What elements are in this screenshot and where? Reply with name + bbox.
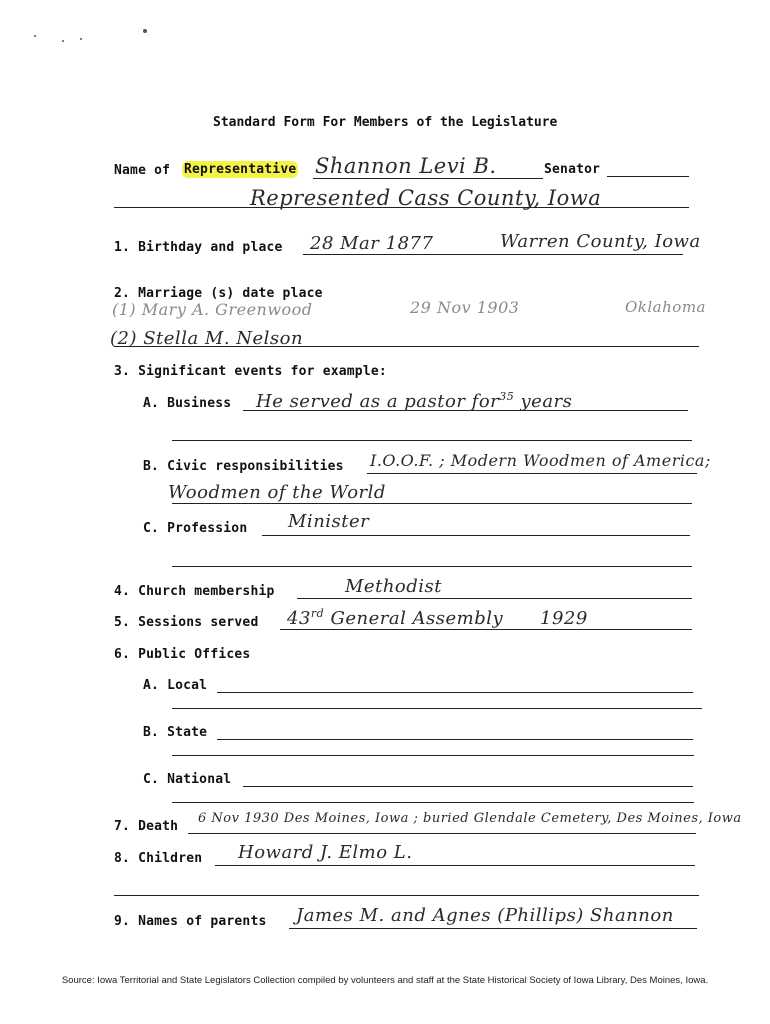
national-label: C. National [143,772,232,787]
civic-line-2 [172,503,692,504]
death-label: 7. Death [114,819,179,834]
children-line [215,865,695,866]
death-entry: 6 Nov 1930 Des Moines, Iowa ; buried Glendale Cemetery, Des Moines, Iowa [198,811,742,826]
scan-speck [143,29,147,33]
birth-place-entry: Warren County, Iowa [500,231,701,252]
children-label: 8. Children [114,851,203,866]
name-line [313,178,543,179]
marriage1-place-entry: Oklahoma [625,298,706,316]
parents-label: 9. Names of parents [114,914,267,929]
local-line-2 [172,708,702,709]
national-line-2 [172,802,694,803]
marriage1-spouse-entry: (1) Mary A. Greenwood [112,300,313,319]
scan-speck [80,38,82,40]
state-line-2 [172,755,694,756]
parents-entry: James M. and Agnes (Phillips) Shannon [296,905,674,926]
profession-line [262,535,690,536]
profession-entry: Minister [288,511,370,532]
senator-line [607,176,689,177]
business-text: He served as a pastor for [256,391,500,412]
national-line [243,786,693,787]
sessions-year-entry: 1929 [540,608,588,629]
death-line [188,833,696,834]
civic-line [367,473,697,474]
sessions-suffix: rd [310,607,325,620]
birth-date-entry: 28 Mar 1877 [310,233,434,254]
local-line [217,692,693,693]
business-entry [256,390,572,412]
state-label: B. State [143,725,208,740]
public-offices-label: 6. Public Offices [114,647,251,662]
church-line [297,598,692,599]
source-citation: Source: Iowa Territorial and State Legislators Collection compiled by volunteers and staff at the State Historical Society of Iowa Library, Des Moines, Iowa. [61,975,709,986]
form-title: Standard Form For Members of the Legislature [213,115,558,130]
name-label: Name of [114,163,171,178]
children-line-2 [114,895,699,896]
civic-entry-1: I.O.O.F. ; Modern Woodmen of America; [370,451,711,470]
civic-entry-2: Woodmen of the World [168,482,386,503]
church-label: 4. Church membership [114,584,275,599]
local-label: A. Local [143,678,208,693]
birthday-line [303,254,683,255]
birthday-label: 1. Birthday and place [114,240,283,255]
civic-label: B. Civic responsibilities [143,459,344,474]
sessions-line [280,629,692,630]
marriage-label: 2. Marriage (s) date place [114,286,323,301]
church-entry: Methodist [345,576,442,597]
marriage2-spouse-entry: (2) Stella M. Nelson [110,328,304,349]
profession-line-2 [172,566,692,567]
children-entry: Howard J. Elmo L. [238,842,413,863]
scan-speck [62,40,64,42]
sessions-entry [287,607,503,629]
profession-label: C. Profession [143,521,248,536]
scan-speck [34,35,36,37]
sessions-number: 43 [287,608,311,629]
significant-events-label: 3. Significant events for example: [114,364,387,379]
sessions-label: 5. Sessions served [114,615,259,630]
marriage1-date-entry: 29 Nov 1903 [410,298,520,317]
business-years-word: years [520,391,573,412]
business-line-2 [172,440,692,441]
sessions-text: General Assembly [330,608,504,629]
senator-label: Senator [544,162,601,177]
name-entry: Shannon Levi B. [315,154,497,178]
business-years-number: 35 [499,390,515,403]
parents-line [289,928,697,929]
business-label: A. Business [143,396,232,411]
represented-entry: Represented Cass County, Iowa [250,186,602,210]
state-line [217,739,693,740]
representative-label: Representative [184,162,297,177]
